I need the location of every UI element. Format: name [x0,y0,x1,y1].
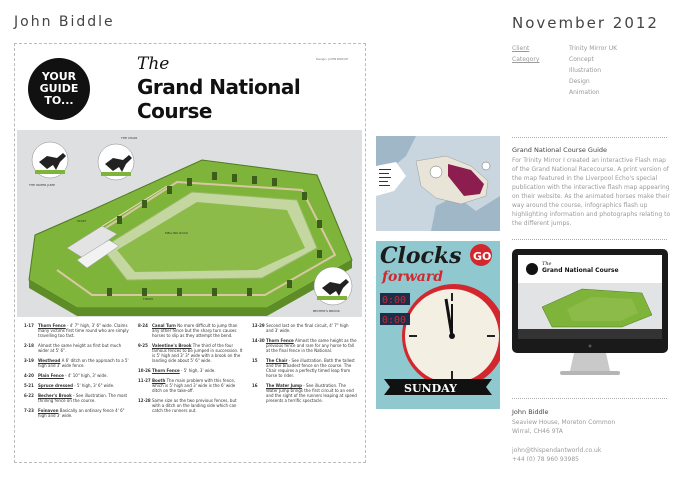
category-design: Design [569,78,590,85]
legend-item: 7·23 Foinavon Basically an ordinary fence 4' 6" high and 3' wide. [24,408,125,418]
legend-item: 13·29 Second last on the final circuit, 4' 7" high and 3' wide. [252,323,349,333]
site-owner-name: John Biddle [14,14,115,30]
label-bechers-brook: BECHER'S BROOK [313,309,340,313]
contact-phone: +44 (0) 78 960 93985 [512,456,579,463]
monitor-mockup-image[interactable] [512,249,668,353]
forward-text: forward [382,269,444,285]
client-label[interactable]: Client [512,45,530,52]
legend-item: 5·21 Spruce dressed - 5' high, 3' 6" wide. [24,383,115,388]
contact-details [512,446,672,464]
address-line-2: Wirral, CH46 9TA [512,428,563,435]
legend-item: 10·26 Thorn Fence - 5' high, 3' wide. [138,368,216,373]
legend-item: 9·25 Valentine's Brook The third of the four famous fences to be jumped in succession. It is 5' high and 3' 3" wide with a brook on the landing side about 5' 6" wide. [138,343,243,363]
legend-item: 14·30 Thorn Fence Almost the same height as the previous fence and rare for any horse to fall at the final fence in the National. [252,338,357,353]
label-the-chair: THE CHAIR [121,136,138,140]
divider [512,398,667,399]
legend-item: 2·18 Almost the same height as first but much wider at 5' 6". [24,343,122,353]
design-credit: Design: JOHN BIDDLE [316,57,349,61]
legend-item: 4·20 Plain Fence - 4' 10" high, 3' wide. [24,373,108,378]
digital-time-2: 0:00 [382,315,407,326]
badge-line-1: YOUR [41,70,77,83]
screen-title-the: The [542,261,552,267]
thumbnail-clocks-image[interactable] [376,241,500,409]
legend-item: 8·24 Canal Turn No more difficult to jump than any other fence but the sharp turn causes horses to slip as they attempt the bend. [138,323,238,338]
poster-title-line-1: Grand National [137,75,301,99]
legend-item: 6·22 Becher's Brook - See illustration. The most thrilling fence on the course. [24,393,128,403]
category-animation: Animation [569,89,600,96]
thumbnail-map-image[interactable] [376,136,500,231]
legend-item: 15 The Chair - See illustration. Both the tallest and the broadest fence on the course. The Chair requires a perfectly timed leap from horse to rider. [252,358,355,378]
category-label[interactable]: Category [512,56,540,63]
course-map-illustration [17,130,362,317]
legend-column-2 [138,323,243,418]
project-title: Grand National Course Guide [512,146,608,154]
legend-item: 16 The Water Jump - See illustration. The Water Jump brings the first circuit to an end and the sight of the runners leaping at speed presents a terrific spectacle. [252,383,357,403]
meta-labels [512,43,562,65]
address-line-1: Seaview House, Moreton Common [512,419,616,426]
label-start: START [77,219,87,223]
category-illustration: Illustration [569,67,602,74]
project-description: For Trinity Mirror I created an interactive Flash map of the Grand National Racecourse. A print version of the map featured in the Liverpool Echo's special publication with the interactive flash map appearing on their website. As the animated horses make their way around the course, infographics flash up highlighting information and photographs relating to the different jumps. [512,157,671,227]
your-guide-badge [28,58,90,120]
legend-item: 12·28 Same size as the two previous fences, but with a ditch on the landing side which can catch the runners out. [138,398,237,413]
screen-title: Grand National Course [542,267,619,274]
poster-title-the: The [137,54,170,74]
category-concept: Concept [569,56,594,63]
go-sign: GO [473,250,492,263]
clocks-headline: Clocks [380,243,462,269]
legend-item: 3·19 Westhead A 6' ditch on the approach to a 5' high and 3' wide fence. [24,358,129,368]
label-finish: FINISH [143,297,153,301]
divider [512,137,667,138]
label-melling-road: MELLING ROAD [165,231,188,235]
sunday-banner: SUNDAY [404,382,457,395]
meta-values [569,43,669,98]
contact-name: John Biddle [512,408,549,416]
contact-address [512,418,672,436]
contact-email[interactable]: john@thispendantworld.co.uk [512,447,602,454]
legend-item: 1·17 Thorn Fence - 4' 7" high, 3' 6" wide. Claims many victims first time round who are simply travelling too fast. [24,323,129,338]
legend-column-3 [252,323,357,408]
legend-column-1 [24,323,129,423]
client-value: Trinity Mirror UK [569,45,618,52]
divider [512,239,667,240]
digital-time-1: 0:00 [382,295,407,306]
poster-title-line-2: Course [137,99,212,123]
badge-line-2: GUIDE [39,82,79,95]
legend-item: 11·27 Booth The main problem with this fence, which is 5' high and 3' wide is the 6' wide ditch on the take-off. [138,378,236,393]
label-water-jump: THE WATER JUMP [29,183,55,187]
fence-legend [24,323,358,459]
project-date: November 2012 [512,14,659,32]
badge-line-3: TO... [44,94,74,107]
